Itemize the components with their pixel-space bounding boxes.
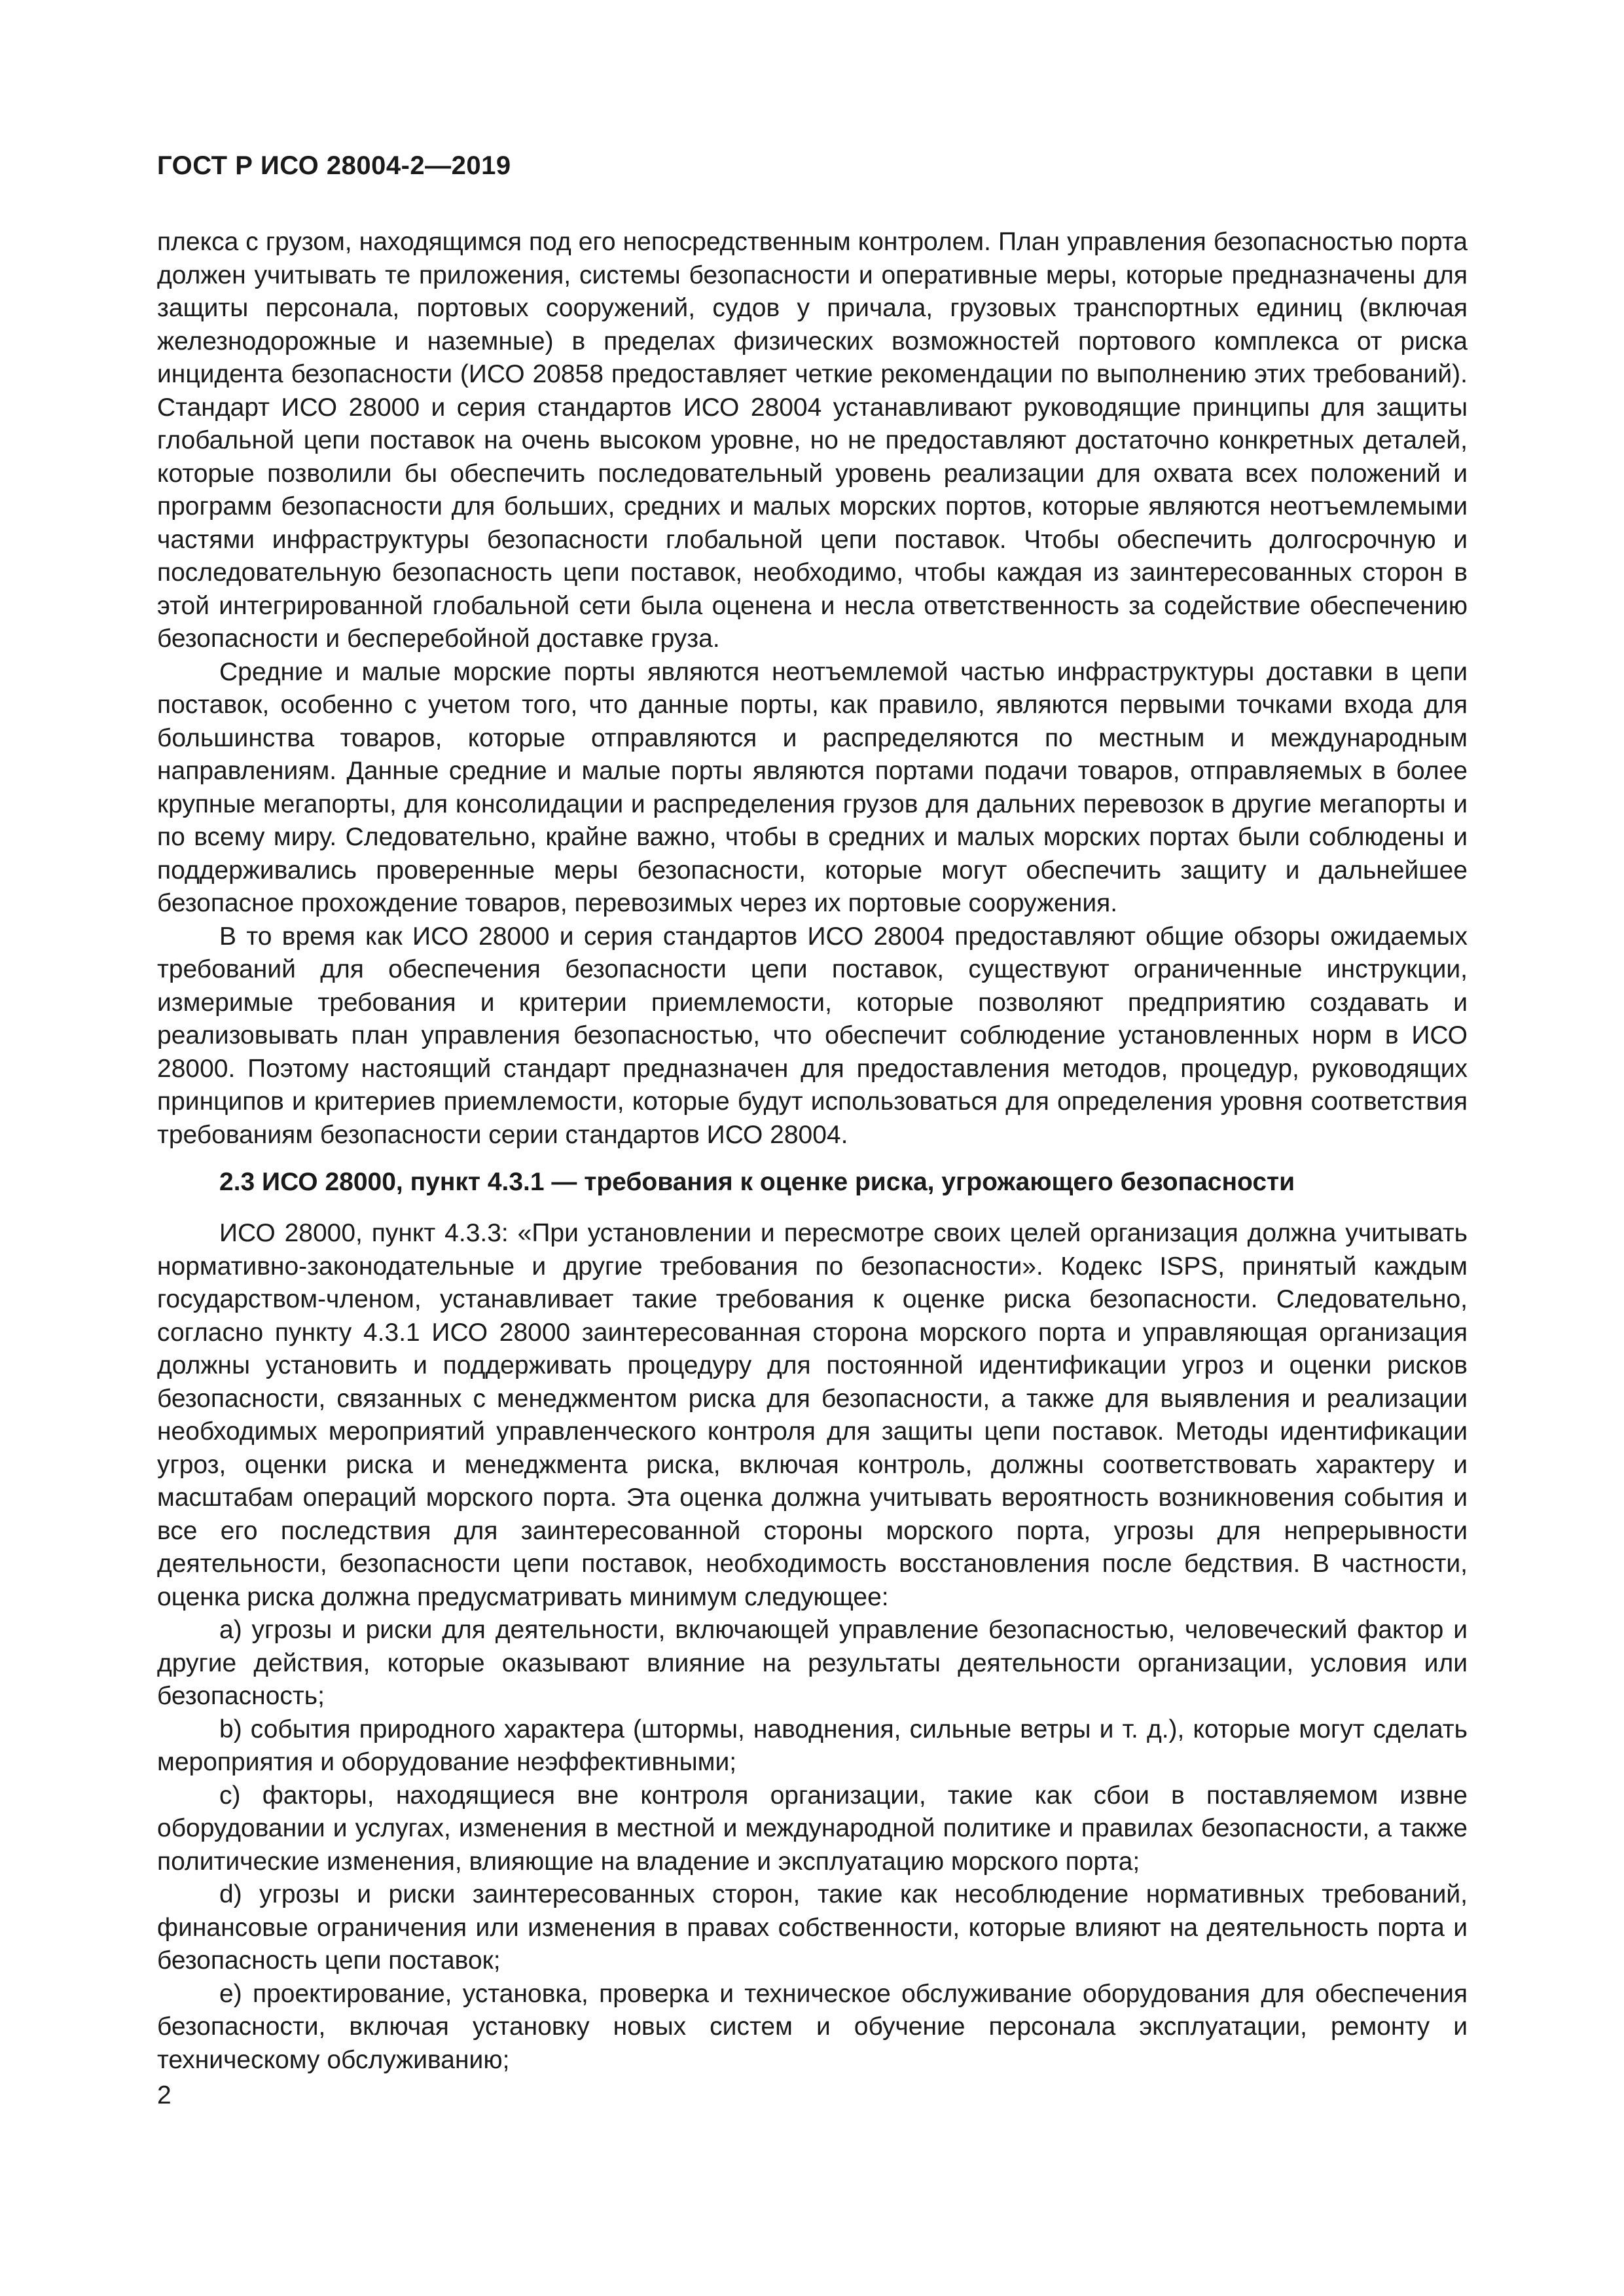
page-number: 2 bbox=[157, 2081, 171, 2109]
list-item-a: a) угрозы и риски для деятельности, включающей управление безопасностью, человеческий фактор и другие действия, которые оказывают влияние на результаты деятельности организации, условия или безопасность; bbox=[157, 1616, 1468, 1710]
page-body bbox=[157, 226, 1468, 2077]
section-heading: 2.3 ИСО 28000, пункт 4.3.1 — требования к оценке риска, угрожающего безопасности bbox=[219, 1168, 1295, 1196]
document-header: ГОСТ Р ИСО 28004-2—2019 bbox=[157, 151, 511, 180]
list-item-d: d) угрозы и риски заинтересованных сторон, такие как несоблюдение нормативных требований, финансовые ограничения или изменения в правах собственности, которые влияют на деятельность порта и безопасность цепи поставок; bbox=[157, 1880, 1468, 1975]
list-item-b: b) события природного характера (штормы, наводнения, сильные ветры и т. д.), которые могут сделать мероприятия и оборудование неэффективными; bbox=[157, 1715, 1468, 1776]
paragraph-1: плекса с грузом, находящимся под его непосредственным контролем. План управления безопасностью порта должен учитывать те приложения, системы безопасности и оперативные меры, которые предназначены для защиты персонала, портовых сооружений, судов у причала, грузовых транспортных единиц (включая железнодорожные и наземные) в пределах физических возможностей портового комплекса от риска инцидента безопасности (ИСО 20858 предоставляет четкие рекомендации по выполнению этих требований). Стандарт ИСО 28000 и серия стандартов ИСО 28004 устанавливают руководящие принципы для защиты глобальной цепи поставок на очень высоком уровне, но не предоставляют достаточно конкретных деталей, которые позволили бы обеспечить последовательный уровень реализации для охвата всех положений и программ безопасности для больших, средних и малых морских портов, которые являются неотъемлемыми частями инфраструктуры безопасности глобальной цепи поставок. Чтобы обеспечить долгосрочную и последовательную безопасность цепи поставок, необходимо, чтобы каждая из заинтересованных сторон в этой интегрированной глобальной сети была оценена и несла ответственность за содействие обеспечению безопасности и бесперебойной доставке груза. bbox=[157, 228, 1468, 653]
list-item-e: e) проектирование, установка, проверка и техническое обслуживание оборудования для обеспечения безопасности, включая установку новых систем и обучение персонала эксплуатации, ремонту и техническому обслуживанию; bbox=[157, 1979, 1468, 2074]
list-item-c: c) факторы, находящиеся вне контроля организации, такие как сбои в поставляемом извне оборудовании и услугах, изменения в местной и международной политике и правилах безопасности, а также политические изменения, влияющие на владение и эксплуатацию морского порта; bbox=[157, 1781, 1468, 1876]
section-intro: ИСО 28000, пункт 4.3.3: «При установлении и пересмотре своих целей организация должна учитывать нормативно-законодательные и другие требования по безопасности». Кодекс ISPS, принятый каждым государством-членом, устанавливает такие требования к оценке риска безопасности. Следовательно, согласно пункту 4.3.1 ИСО 28000 заинтересованная сторона морского порта и управляющая организация должны установить и поддерживать процедуру для постоянной идентификации угроз и оценки рисков безопасности, связанных с менеджментом риска для безопасности, а также для выявления и реализации необходимых мероприятий управленческого контроля для защиты цепи поставок. Методы идентификации угроз, оценки риска и менеджмента риска, включая контроль, должны соответствовать характеру и масштабам операций морского порта. Эта оценка должна учитывать вероятность возникновения события и все его последствия для заинтересованной стороны морского порта, угрозы для непрерывности деятельности, безопасности цепи поставок, необходимость восстановления после бедствия. В частности, оценка риска должна предусматривать минимум следующее: bbox=[157, 1219, 1468, 1611]
paragraph-3: В то время как ИСО 28000 и серия стандартов ИСО 28004 предоставляют общие обзоры ожидаемых требований для обеспечения безопасности цепи поставок, существуют ограниченные инструкции, измеримые требования и критерии приемлемости, которые позволяют предприятию создавать и реализовывать план управления безопасностью, что обеспечит соблюдение установленных норм в ИСО 28000. Поэтому настоящий стандарт предназначен для предоставления методов, процедур, руководящих принципов и критериев приемлемости, которые будут использоваться для определения уровня соответствия требованиям безопасности серии стандартов ИСО 28004. bbox=[157, 922, 1468, 1149]
paragraph-2: Средние и малые морские порты являются неотъемлемой частью инфраструктуры доставки в цепи поставок, особенно с учетом того, что данные порты, как правило, являются первыми точками входа для большинства товаров, которые отправляются и распределяются по местным и международным направлениям. Данные средние и малые порты являются портами подачи товаров, отправляемых в более крупные мегапорты, для консолидации и распределения грузов для дальних перевозок в другие мегапорты и по всему миру. Следовательно, крайне важно, чтобы в средних и малых морских портах были соблюдены и поддерживались проверенные меры безопасности, которые могут обеспечить защиту и дальнейшее безопасное прохождение товаров, перевозимых через их портовые сооружения. bbox=[157, 657, 1468, 917]
